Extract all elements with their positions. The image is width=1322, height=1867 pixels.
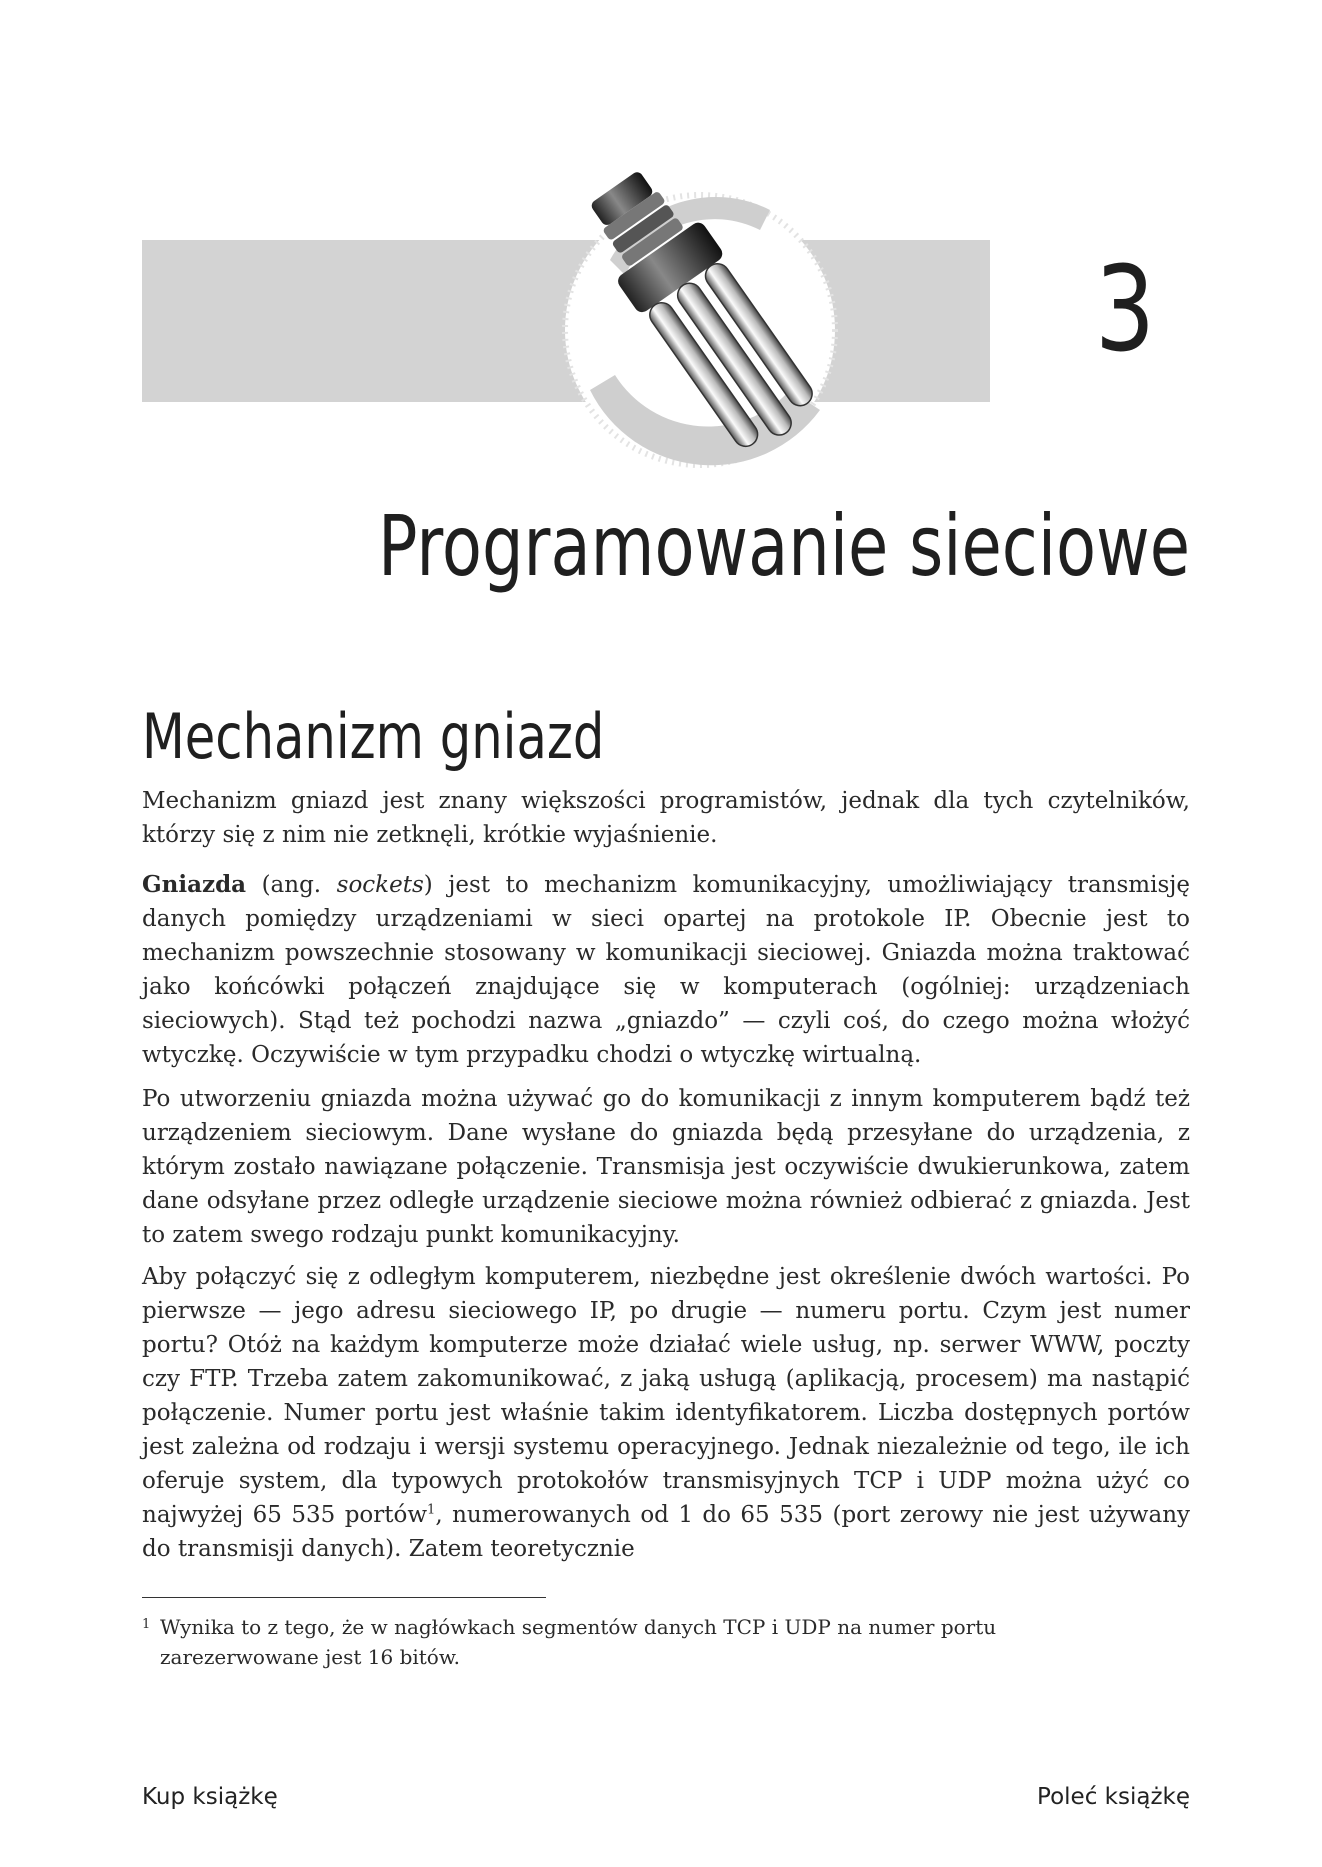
section-title: Mechanizm gniazd: [142, 700, 605, 773]
buy-book-link[interactable]: Kup książkę: [142, 1784, 278, 1810]
term-gniazda: Gniazda: [142, 871, 247, 898]
paragraph-4: [142, 1260, 1190, 1566]
paragraph-text: Aby połączyć się z odległym komputerem, niezbędne jest określenie dwóch wartości. Po pierwsze — jego adresu sieciowego IP, po drugie — numeru portu. Czym jest numer portu? Otóż na każdym komputerze może działać wiele usług, np. serwer WWW, poczty czy FTP. Trzeba zatem zakomunikować, z jaką usługą (aplikacją, procesem) ma nastąpić połączenie. Numer portu jest właśnie takim identyfikatorem. Liczba dostępnych portów jest zależna od rodzaju i wersji systemu operacyjnego. Jednak niezależnie od tego, ile ich oferuje system, dla typowych protokołów transmisyjnych TCP i UDP można użyć co najwyżej 65 535 portów: [142, 1264, 1190, 1528]
footnote-divider: [142, 1597, 546, 1598]
paragraph-3: [142, 1082, 1190, 1252]
light-bulb-icon: [520, 140, 880, 480]
term-sockets: sockets: [336, 872, 424, 898]
footnote: [142, 1612, 1042, 1672]
footnote-ref[interactable]: 1: [427, 1502, 436, 1518]
paragraph-2: [142, 868, 1190, 1072]
paragraph-1: [142, 784, 1190, 852]
paragraph-text: ) jest to mechanizm komunikacyjny, umożliwiający transmisję danych pomiędzy urządzeniami w sieci opartej na protokole IP. Obecnie jest to mechanizm powszechnie stosowany w komunikacji sieciowej. Gniazda można traktować jako końcówki połączeń znajdujące się w komputerach (ogólniej: urządzeniach sieciowych). Stąd też pochodzi nazwa „gniazdo” — czyli coś, do czego można włożyć wtyczkę. Oczywiście w tym przypadku chodzi o wtyczkę wirtualną.: [142, 872, 1190, 1068]
footnote-number: 1: [142, 1617, 151, 1632]
recommend-book-link[interactable]: Poleć książkę: [1037, 1784, 1190, 1810]
chapter-number: 3: [1094, 240, 1156, 378]
paragraph-text: , numerowanych od 1 do 65 535 (port zerowy nie jest używany do transmisji danych). Zatem teoretycznie: [142, 1502, 1190, 1562]
paragraph-text: Mechanizm gniazd jest znany większości programistów, jednak dla tych czytelników, którzy się z nim nie zetknęli, krótkie wyjaśnienie.: [142, 788, 1190, 848]
footnote-text: Wynika to z tego, że w nagłówkach segmentów danych TCP i UDP na numer portu zarezerwowane jest 16 bitów.: [160, 1615, 997, 1669]
chapter-title: Programowanie sieciowe: [377, 497, 1190, 595]
paragraph-text: Po utworzeniu gniazda można używać go do komunikacji z innym komputerem bądź też urządzeniem sieciowym. Dane wysłane do gniazda będą przesyłane do urządzenia, z którym zostało nawiązane połączenie. Transmisja jest oczywiście dwukierunkowa, zatem dane odsyłane przez odległe urządzenie sieciowe można również odbierać z gniazda. Jest to zatem swego rodzaju punkt komunikacyjny.: [142, 1086, 1190, 1248]
paragraph-text: (ang.: [246, 872, 337, 898]
